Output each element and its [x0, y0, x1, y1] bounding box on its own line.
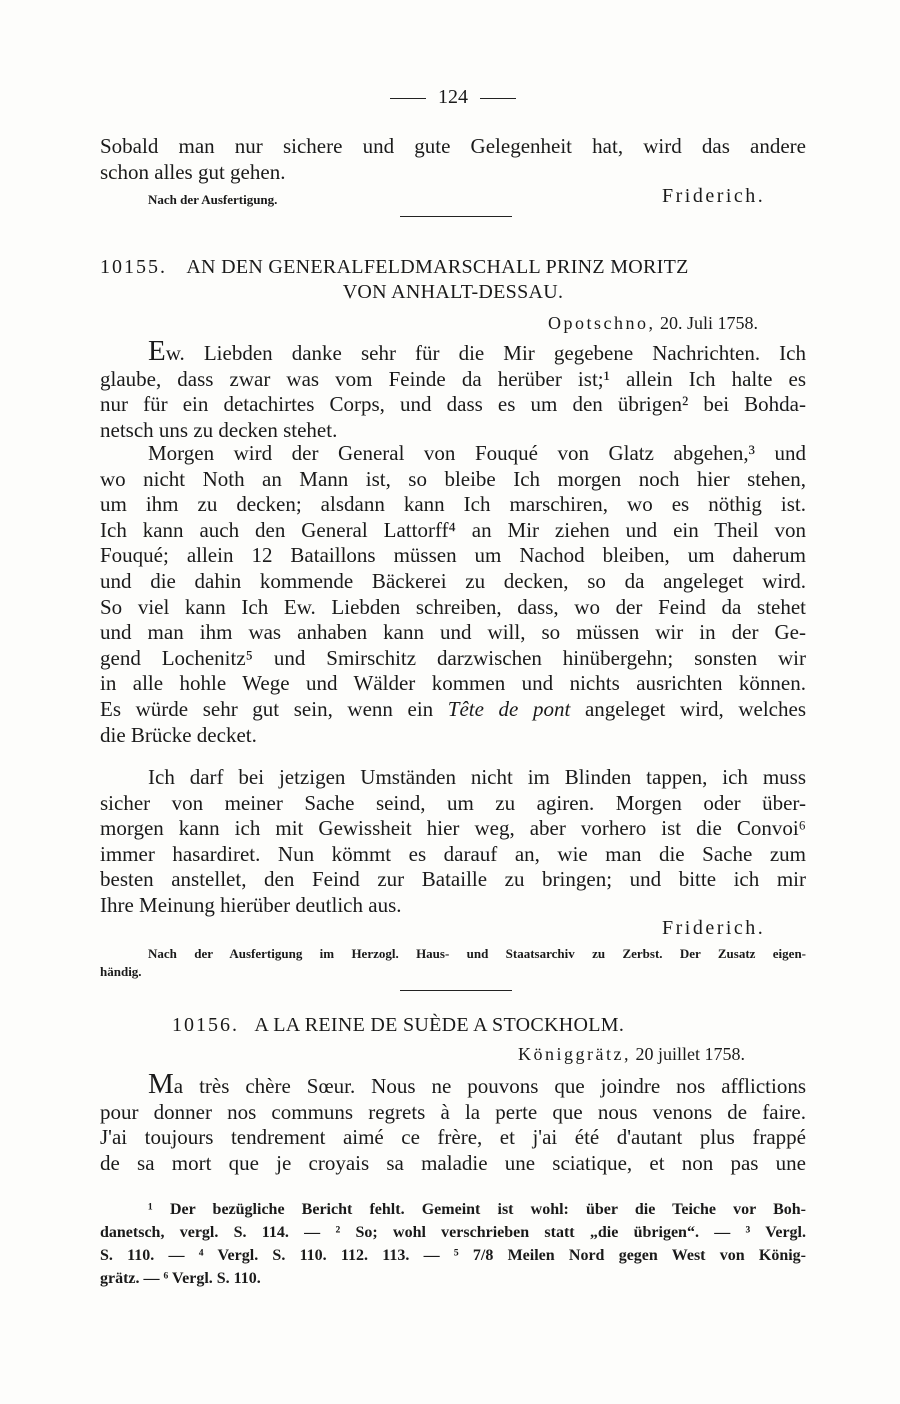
text-line: nur für ein detachirtes Corps, und dass es um den übrigen² bei Bohda-: [100, 392, 806, 417]
letter-10155-heading: [100, 256, 806, 279]
dateline-date: 20 juillet 1758.: [635, 1044, 745, 1064]
text-line: wo nicht Noth an Mann ist, so bleibe Ich morgen noch hier stehen,: [100, 466, 806, 491]
page-number: 124: [438, 86, 468, 108]
text-line: immer hasardiret. Nun kömmt es darauf an, wie man die Sache zum: [100, 841, 806, 866]
header-dash-right: [480, 98, 516, 99]
heading-line1: AN DEN GENERALFELDMARSCHALL PRINZ MORITZ: [186, 256, 689, 278]
text-line: schon alles gut gehen.: [100, 159, 286, 184]
text-line: [100, 697, 806, 723]
text-fragment: a très chère Sœur. Nous ne pouvons que joindre nos afflictions: [173, 1074, 806, 1098]
text-fragment: Es würde sehr gut sein, wenn ein: [100, 696, 434, 721]
footnote-line: grätz. — ⁶ Vergl. S. 110.: [100, 1270, 261, 1287]
text-line: [100, 335, 806, 367]
text-line: in alle hohle Wege und Wälder kommen und nichts ausrichten können.: [100, 671, 806, 696]
text-line: So viel kann Ich Ew. Liebden schreiben, dass, wo der Feind da stehet: [100, 594, 806, 619]
letter-number: 10155.: [100, 256, 167, 278]
text-line: de sa mort que je croyais sa maladie une sciatique, et non pas une: [100, 1150, 806, 1175]
text-line: Sobald man nur sichere und gute Gelegenheit hat, wird das andere: [100, 134, 806, 158]
footnotes: [100, 1198, 806, 1290]
letter-10156-paragraph-1: [100, 1068, 806, 1176]
footnote-line: danetsch, vergl. S. 114. — ² So; wohl verschrieben statt „die übrigen“. — ³ Vergl.: [100, 1224, 806, 1241]
text-line: und man ihm was anhaben kann und will, so müssen wir in der Ge-: [100, 620, 806, 645]
text-fragment: angeleget wird, welches: [584, 696, 806, 721]
letter-10155-heading-line2: VON ANHALT-DESSAU.: [342, 281, 564, 303]
text-line: [100, 1068, 806, 1100]
text-line: Ich darf bei jetzigen Umständen nicht im Blinden tappen, ich muss: [148, 765, 806, 789]
text-line: Ihre Meinung hierüber deutlich aus.: [100, 892, 402, 917]
text-line: pour donner nos communs regrets à la perte que nous venons de faire.: [100, 1099, 806, 1124]
letter-10156-dateline: [518, 1044, 745, 1065]
text-line: sicher von meiner Sache seind, um zu agiren. Morgen oder über-: [100, 790, 806, 815]
text-line: Morgen wird der General von Fouqué von Glatz abgehen,³ und: [148, 441, 806, 465]
text-line: und die dahin kommende Bäckerei zu decken, so da angeleget wird.: [100, 568, 806, 593]
initial-letter: M: [148, 1068, 174, 1100]
letter-10155-source-line2: händig.: [100, 964, 142, 979]
letter-10155-signature: Friderich.: [662, 917, 766, 939]
text-line: netsch uns zu decken stehet.: [100, 417, 338, 442]
text-line: glaube, dass zwar was vom Feinde da herüber ist;¹ allein Ich halte es: [100, 366, 806, 391]
prev-letter-text: [100, 134, 806, 185]
letter-number: 10156.: [172, 1014, 239, 1036]
letter-10155-paragraph-1: [100, 335, 806, 443]
letter-10155-paragraph-2: [100, 441, 806, 748]
footnote-line: ¹ Der bezügliche Bericht fehlt. Gemeint ist wohl: über die Teiche vor Boh-: [148, 1201, 806, 1218]
dateline-date: 20. Juli 1758.: [660, 313, 759, 333]
separator-rule: [400, 216, 512, 217]
letter-10155-dateline: [548, 313, 758, 334]
text-line: morgen kann ich mit Gewissheit hier weg, aber vorhero ist die Convoi⁶: [100, 816, 806, 841]
text-line: J'ai toujours tendrement aimé ce frère, et j'ai été d'autant plus frappé: [100, 1125, 806, 1150]
italic-phrase: Tête de pont: [447, 696, 571, 721]
text-line: um ihm zu decken; alsdann kann Ich marschiren, wo es nöthig ist.: [100, 492, 806, 517]
dateline-place: Königgrätz,: [518, 1044, 631, 1064]
letter-10156-heading: [172, 1014, 812, 1037]
header-dash-left: [390, 98, 426, 99]
dateline-place: Opotschno,: [548, 313, 656, 333]
text-fragment: w. Liebden danke sehr für die Mir gegebene Nachrichten. Ich: [165, 341, 806, 365]
text-line: Ich kann auch den General Lattorff⁴ an Mir ziehen und ein Theil von: [100, 517, 806, 542]
separator-rule: [400, 990, 512, 991]
initial-letter: E: [148, 335, 166, 367]
heading-text: A LA REINE DE SUÈDE A STOCKHOLM.: [254, 1014, 625, 1036]
prev-letter-signature: Friderich.: [662, 185, 766, 207]
page-header: [100, 86, 806, 109]
text-line: gend Lochenitz⁵ und Smirschitz darzwischen hinübergehn; sonsten wir: [100, 645, 806, 670]
letter-10155-source-line1: Nach der Ausfertigung im Herzogl. Haus- und Staatsarchiv zu Zerbst. Der Zusatz eigen-: [148, 946, 806, 961]
prev-letter-source: Nach der Ausfertigung.: [148, 192, 278, 207]
text-line: besten anstellet, den Feind zur Bataille zu bringen; und bitte ich mir: [100, 867, 806, 892]
text-line: Fouqué; allein 12 Bataillons müssen um Nachod bleiben, um daherum: [100, 543, 806, 568]
text-line: die Brücke decket.: [100, 722, 257, 747]
footnote-line: S. 110. — ⁴ Vergl. S. 110. 112. 113. — ⁵ 7/8 Meilen Nord gegen West von König-: [100, 1247, 806, 1264]
letter-10155-paragraph-3: [100, 765, 806, 919]
